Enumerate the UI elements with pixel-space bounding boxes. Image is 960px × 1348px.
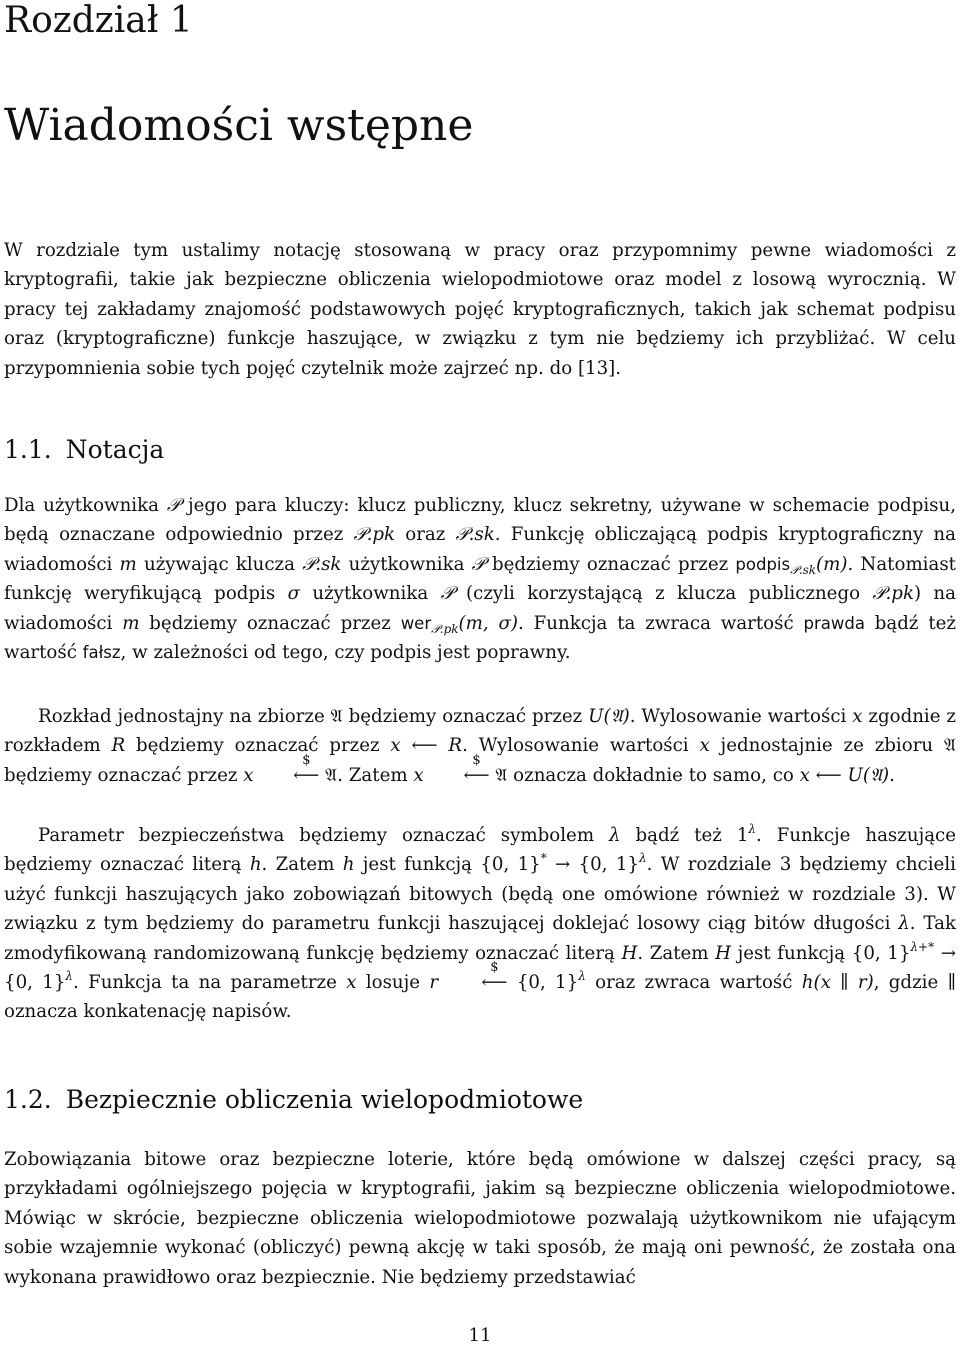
text: . Zatem [261,854,343,876]
text: jest funkcją [731,942,852,964]
text: . W rozdziale 3 będziemy chcieli użyć funkcji haszujących jako zobowiązań bitowych (będą one omówione również w rozdziale 3). W związku z tym będziemy do parametru funkcji haszującej doklejać losowy ciąg bitów długości [4,854,956,935]
text: Rozkład jednostajny na zbiorze [38,706,331,727]
function-name: podpis [735,554,791,574]
dollar-sign: $ [472,752,481,768]
section-title: Bezpiecznie obliczenia wielopodmiotowe [65,1085,584,1114]
text: Dla użytkownika [4,495,167,516]
text: jest funkcją [354,854,481,876]
math: ∥ [947,972,956,994]
section-heading-notacja [4,435,164,465]
math: h [249,854,262,876]
text: Parametr bezpieczeństwa będziemy oznaczać symbolem [38,825,610,846]
math: {0, 1} [578,854,639,876]
notation-paragraph-distribution [4,702,956,790]
math-subscript: 𝒫.sk [790,562,817,577]
text: . Zatem [337,764,414,786]
section-heading-secure-computation [4,1085,583,1115]
text: użytkownika [341,553,472,575]
random-sample-arrow [429,752,490,790]
random-sample-arrow [259,752,320,790]
notation-paragraph-security-parameter [4,821,956,1027]
text: będziemy oznaczać przez [139,612,401,634]
math: x [852,706,863,727]
section-title: Notacja [65,435,165,464]
random-sample-arrow [447,960,508,997]
chapter-title: Wiadomości wstępne [4,100,474,151]
text: . Tak zmodyfikowaną randomizowaną funkcję będziemy oznaczać literą [4,913,956,964]
math: {0, 1} [480,854,541,876]
text: bądź też [620,825,737,846]
text: jego para kluczy: klucz publiczny, klucz sekretny, używane w schemacie podpisu, będą oznaczane odpowiednio przez [4,495,956,546]
text: będziemy oznaczać przez [4,764,244,786]
text: bądź też wartość [4,612,956,664]
math: 𝔄 [325,764,338,786]
math: r [429,972,439,994]
math: m [122,612,140,634]
arrow: ⟵ [293,764,320,786]
math: H [715,942,732,964]
text: użytkownika [300,583,441,605]
text: . Zatem [637,942,716,964]
text: ) na wiadomości [4,583,956,634]
math-superscript: λ [748,822,757,836]
math: 𝒫 [440,583,454,605]
math: 𝒫.sk [302,553,342,575]
text: oznacza konkatenację napisów. [4,1001,292,1023]
text: będziemy oznaczać przez [484,553,736,575]
text: . Funkcja ta na parametrze [73,972,347,994]
text: . Natomiast funkcję weryfikującą podpis [4,553,956,605]
math: H [621,942,638,964]
text: używając klucza [136,553,303,575]
chapter-label: Rozdział 1 [4,0,193,41]
text: będziemy oznaczać przez [125,735,391,757]
math: {0, 1} [516,972,579,994]
secure-computation-paragraph: Zobowiązania bitowe oraz bezpieczne loterie, które będą omówione w dalszej części pracy, są przykładami ogólniejszego pojęcia w kryptografii, jakim są bezpieczne obliczenia wielopodmiotowe. Mówiąc w skrócie, bezpieczne obliczenia wielopodmiotowe pozwalają użytkownikom nie ufającym sobie wzajemnie wykonać (obliczyć) pewną akcję w taki sposób, że mają oni pewność, że została ona wykonana prawidłowo oraz bezpiecznie. Nie będziemy przedstawiać [4,1149,956,1288]
math: {0, 1} [4,972,66,994]
math-superscript: * [540,851,547,866]
text: . Funkcję obliczającą podpis kryptograficzny na wiadomości [4,524,956,575]
notation-paragraph-keys [4,491,956,667]
math: 𝒫.pk [872,583,914,605]
document-page [4,0,956,1348]
text: . Funkcje haszujące będziemy oznaczać literą [4,825,956,876]
math: → [934,942,956,964]
text: losuje [356,972,430,994]
text: zgodnie z rozkładem [4,706,956,757]
text: (czyli korzystającą z klucza publicznego [453,583,873,605]
math: x [413,764,424,786]
section-number: 1.2. [4,1085,52,1114]
math: x [243,764,254,786]
dollar-sign: $ [490,960,499,976]
arrow: ⟵ [481,972,508,994]
math: λ [898,913,910,935]
math: {0, 1} [851,942,911,964]
math: λ [609,825,621,846]
math: h [342,854,355,876]
math: x [699,735,710,757]
math: 𝒫.sk [455,524,495,546]
section-number: 1.1. [4,435,52,464]
text: . Wylosowanie wartości [462,735,700,757]
text: będziemy oznaczać przez [342,706,589,727]
math: 𝒫 [471,553,485,575]
text: jednostajnie ze zbioru [709,735,944,757]
math-superscript: λ [638,851,647,866]
math: R [111,735,126,757]
text: . [889,764,895,786]
page-number: 11 [468,1325,492,1346]
text: , gdzie [873,972,948,994]
math: 𝔄 [495,764,508,786]
math: 𝔄 [943,735,957,757]
function-name: prawda [803,613,865,633]
math: 𝒫 [166,495,181,516]
text: , w zależności od tego, czy podpis jest poprawny. [120,642,571,664]
math: (m, σ) [458,612,519,634]
math-superscript: λ+* [910,939,935,954]
math: (m) [816,553,848,575]
math-superscript: λ [65,969,73,984]
text: oznacza dokładnie to samo, co [507,764,800,786]
math: x ⟵ U(𝔄) [799,764,890,786]
math: x [346,972,357,994]
math: U(𝔄) [588,706,630,727]
math-subscript: 𝒫.pk [431,621,459,636]
text: . Funkcja ta zwraca wartość [518,612,804,634]
math: m [119,553,137,575]
function-name: fałsz [82,643,121,663]
arrow: ⟵ [463,764,490,786]
math-superscript: λ [578,969,586,984]
function-name: wer [400,613,432,633]
text: . Wylosowanie wartości [629,706,853,727]
math: σ [287,583,300,605]
math: 1 [736,825,749,846]
math: 𝒫.pk [353,524,396,546]
math: h(x ∥ r) [801,972,874,994]
math: → [546,854,579,876]
intro-paragraph: W rozdziale tym ustalimy notację stosowaną w pracy oraz przypomnimy pewne wiadomości z kryptografii, takie jak bezpieczne obliczenia wielopodmiotowe oraz model z losową wyrocznią. W pracy tej zakładamy znajomość podstawowych pojęć kryptograficznych, takich jak schemat podpisu oraz (kryptograficzne) funkcje haszujące, w związku z tym nie będziemy ich przybliżać. W celu przypomnienia sobie tych pojęć czytelnik może zajrzeć np. do [13]. [4,240,956,379]
dollar-sign: $ [302,752,311,768]
math: x ⟵ R [390,735,463,757]
math: 𝔄 [330,706,343,727]
text: oraz zwraca wartość [585,972,802,994]
text: oraz [395,524,456,546]
